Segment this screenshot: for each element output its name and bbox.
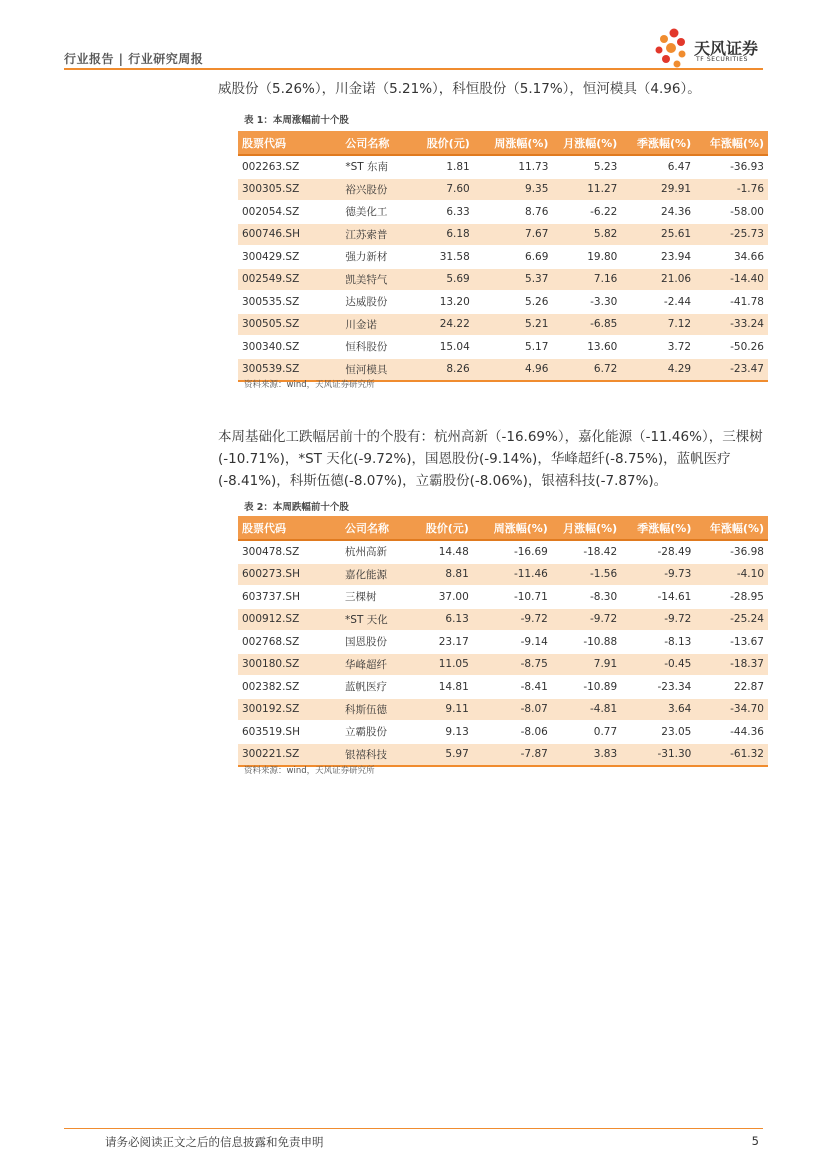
quarter-change-cell: 4.29 <box>621 358 695 381</box>
top-gainers-table <box>238 131 768 382</box>
quarter-change-cell: -8.13 <box>621 631 695 654</box>
table-row <box>238 178 768 201</box>
month-change-cell: 5.23 <box>552 155 621 178</box>
logo-english-text: TF SECURITIES <box>696 56 748 63</box>
stock-code-cell: 600746.SH <box>238 223 341 246</box>
company-name-cell: 裕兴股份 <box>341 178 413 201</box>
table-row <box>238 586 768 609</box>
price-cell: 13.20 <box>413 291 474 314</box>
intro-paragraph-continued: 威股份（5.26%），川金诺（5.21%），科恒股份（5.17%），恒河模具（4.96）。 <box>218 81 701 97</box>
table1-header-cell: 周涨幅(%) <box>474 131 553 155</box>
price-cell: 15.04 <box>413 336 474 359</box>
table1-header-cell: 月涨幅(%) <box>552 131 621 155</box>
quarter-change-cell: 6.47 <box>621 155 695 178</box>
year-change-cell: -61.32 <box>695 743 768 766</box>
table1-header-row <box>238 131 768 155</box>
week-change-cell: 5.26 <box>474 291 553 314</box>
stock-code-cell: 002768.SZ <box>238 631 341 654</box>
table-row <box>238 223 768 246</box>
week-change-cell: -16.69 <box>473 540 552 563</box>
table1-header-cell: 公司名称 <box>341 131 413 155</box>
price-cell: 14.48 <box>412 540 473 563</box>
table-row <box>238 676 768 699</box>
quarter-change-cell: -14.61 <box>621 586 695 609</box>
disclaimer-text: 请务必阅读正文之后的信息披露和免责申明 <box>105 1135 324 1149</box>
week-change-cell: -8.75 <box>473 653 552 676</box>
quarter-change-cell: 3.72 <box>621 336 695 359</box>
header-divider <box>64 68 763 70</box>
stock-code-cell: 002549.SZ <box>238 268 341 291</box>
quarter-change-cell: 23.05 <box>621 721 695 744</box>
table1-caption: 表 1：本周涨幅前十个股 <box>244 115 349 126</box>
stock-code-cell: 300340.SZ <box>238 336 341 359</box>
stock-code-cell: 300429.SZ <box>238 246 341 269</box>
company-name-cell: 凯美特气 <box>341 268 413 291</box>
month-change-cell: -3.30 <box>552 291 621 314</box>
stock-code-cell: 002382.SZ <box>238 676 341 699</box>
decliners-paragraph: 本周基础化工跌幅居前十的个股有：杭州高新（-16.69%），嘉化能源（-11.46%），三棵树(-10.71%)，*ST 天化(-9.72%)，国恩股份(-9.14%)，华峰超纤(-8.75%)，蓝帆医疗(-8.41%)，科斯伍德(-8.07%)，立霸股份(-8.06%)，银禧科技(-7.87%)。 <box>218 429 763 489</box>
price-cell: 8.81 <box>412 563 473 586</box>
month-change-cell: -9.72 <box>552 608 621 631</box>
week-change-cell: 9.35 <box>474 178 553 201</box>
month-change-cell: 7.91 <box>552 653 621 676</box>
table2-header-cell: 股价(元) <box>412 516 473 540</box>
price-cell: 6.33 <box>413 201 474 224</box>
year-change-cell: -33.24 <box>695 313 768 336</box>
stock-code-cell: 300505.SZ <box>238 313 341 336</box>
month-change-cell: -8.30 <box>552 586 621 609</box>
week-change-cell: -9.14 <box>473 631 552 654</box>
stock-code-cell: 300221.SZ <box>238 743 341 766</box>
week-change-cell: 6.69 <box>474 246 553 269</box>
price-cell: 24.22 <box>413 313 474 336</box>
company-name-cell: 嘉化能源 <box>341 563 412 586</box>
table-row <box>238 201 768 224</box>
month-change-cell: 6.72 <box>552 358 621 381</box>
month-change-cell: 3.83 <box>552 743 621 766</box>
month-change-cell: 11.27 <box>552 178 621 201</box>
year-change-cell: -4.10 <box>695 563 768 586</box>
week-change-cell: 8.76 <box>474 201 553 224</box>
quarter-change-cell: 3.64 <box>621 698 695 721</box>
table-row <box>238 336 768 359</box>
price-cell: 37.00 <box>412 586 473 609</box>
year-change-cell: -23.47 <box>695 358 768 381</box>
price-cell: 9.13 <box>412 721 473 744</box>
week-change-cell: 11.73 <box>474 155 553 178</box>
company-name-cell: 蓝帆医疗 <box>341 676 412 699</box>
stock-code-cell: 300180.SZ <box>238 653 341 676</box>
month-change-cell: 13.60 <box>552 336 621 359</box>
table2-header-row <box>238 516 768 540</box>
week-change-cell: -8.07 <box>473 698 552 721</box>
company-name-cell: 恒河模具 <box>341 358 413 381</box>
year-change-cell: -50.26 <box>695 336 768 359</box>
year-change-cell: -1.76 <box>695 178 768 201</box>
table2-header-cell: 周涨幅(%) <box>473 516 552 540</box>
year-change-cell: -13.67 <box>695 631 768 654</box>
year-change-cell: -18.37 <box>695 653 768 676</box>
year-change-cell: -44.36 <box>695 721 768 744</box>
table-row <box>238 743 768 766</box>
table-row <box>238 631 768 654</box>
quarter-change-cell: 23.94 <box>621 246 695 269</box>
quarter-change-cell: -23.34 <box>621 676 695 699</box>
company-name-cell: 华峰超纤 <box>341 653 412 676</box>
company-name-cell: 江苏索普 <box>341 223 413 246</box>
year-change-cell: -25.73 <box>695 223 768 246</box>
stock-code-cell: 603737.SH <box>238 586 341 609</box>
table-row <box>238 268 768 291</box>
month-change-cell: -6.85 <box>552 313 621 336</box>
year-change-cell: -36.98 <box>695 540 768 563</box>
table2-header-cell: 年涨幅(%) <box>695 516 768 540</box>
logo-chinese-text: 天风证券 <box>694 39 759 58</box>
year-change-cell: 22.87 <box>695 676 768 699</box>
company-name-cell: *ST 天化 <box>341 608 412 631</box>
table2-source: 资料来源：wind，天风证券研究所 <box>244 766 375 776</box>
company-name-cell: 国恩股份 <box>341 631 412 654</box>
week-change-cell: 5.21 <box>474 313 553 336</box>
year-change-cell: -25.24 <box>695 608 768 631</box>
week-change-cell: 5.17 <box>474 336 553 359</box>
table1-header-cell: 股价(元) <box>413 131 474 155</box>
week-change-cell: 5.37 <box>474 268 553 291</box>
table-row <box>238 155 768 178</box>
table-row <box>238 246 768 269</box>
table-row <box>238 313 768 336</box>
stock-code-cell: 300305.SZ <box>238 178 341 201</box>
company-name-cell: 科斯伍德 <box>341 698 412 721</box>
quarter-change-cell: -9.73 <box>621 563 695 586</box>
report-category: 行业报告 | 行业研究周报 <box>64 52 204 66</box>
month-change-cell: 5.82 <box>552 223 621 246</box>
price-cell: 8.26 <box>413 358 474 381</box>
stock-code-cell: 600273.SH <box>238 563 341 586</box>
month-change-cell: -10.88 <box>552 631 621 654</box>
quarter-change-cell: -9.72 <box>621 608 695 631</box>
footer-divider <box>64 1128 763 1129</box>
table-row <box>238 721 768 744</box>
table1-header-cell: 股票代码 <box>238 131 341 155</box>
year-change-cell: 34.66 <box>695 246 768 269</box>
price-cell: 23.17 <box>412 631 473 654</box>
stock-code-cell: 300478.SZ <box>238 540 341 563</box>
top-decliners-table <box>238 516 768 767</box>
month-change-cell: -1.56 <box>552 563 621 586</box>
week-change-cell: -11.46 <box>473 563 552 586</box>
week-change-cell: 4.96 <box>474 358 553 381</box>
week-change-cell: -10.71 <box>473 586 552 609</box>
stock-code-cell: 002054.SZ <box>238 201 341 224</box>
company-name-cell: 德美化工 <box>341 201 413 224</box>
company-name-cell: *ST 东南 <box>341 155 413 178</box>
price-cell: 1.81 <box>413 155 474 178</box>
table2-header-cell: 股票代码 <box>238 516 341 540</box>
week-change-cell: -7.87 <box>473 743 552 766</box>
quarter-change-cell: -28.49 <box>621 540 695 563</box>
week-change-cell: -8.41 <box>473 676 552 699</box>
page-number: 5 <box>751 1134 759 1148</box>
price-cell: 7.60 <box>413 178 474 201</box>
company-name-cell: 立霸股份 <box>341 721 412 744</box>
table2-header-cell: 公司名称 <box>341 516 412 540</box>
table1-body <box>238 155 768 381</box>
table-row <box>238 698 768 721</box>
stock-code-cell: 300535.SZ <box>238 291 341 314</box>
table-row <box>238 608 768 631</box>
price-cell: 9.11 <box>412 698 473 721</box>
company-name-cell: 银禧科技 <box>341 743 412 766</box>
week-change-cell: -9.72 <box>473 608 552 631</box>
quarter-change-cell: 21.06 <box>621 268 695 291</box>
month-change-cell: -10.89 <box>552 676 621 699</box>
month-change-cell: 7.16 <box>552 268 621 291</box>
stock-code-cell: 603519.SH <box>238 721 341 744</box>
year-change-cell: -14.40 <box>695 268 768 291</box>
quarter-change-cell: 7.12 <box>621 313 695 336</box>
price-cell: 6.13 <box>412 608 473 631</box>
quarter-change-cell: 25.61 <box>621 223 695 246</box>
price-cell: 5.69 <box>413 268 474 291</box>
month-change-cell: -18.42 <box>552 540 621 563</box>
tf-logo-icon <box>652 26 690 70</box>
table2-header-cell: 月涨幅(%) <box>552 516 621 540</box>
table-row <box>238 291 768 314</box>
quarter-change-cell: -0.45 <box>621 653 695 676</box>
table1-header-cell: 年涨幅(%) <box>695 131 768 155</box>
price-cell: 11.05 <box>412 653 473 676</box>
price-cell: 6.18 <box>413 223 474 246</box>
year-change-cell: -58.00 <box>695 201 768 224</box>
table1-header-cell: 季涨幅(%) <box>621 131 695 155</box>
year-change-cell: -41.78 <box>695 291 768 314</box>
stock-code-cell: 000912.SZ <box>238 608 341 631</box>
company-logo <box>652 26 767 70</box>
quarter-change-cell: -31.30 <box>621 743 695 766</box>
company-name-cell: 川金诺 <box>341 313 413 336</box>
table-row <box>238 540 768 563</box>
stock-code-cell: 300539.SZ <box>238 358 341 381</box>
quarter-change-cell: 29.91 <box>621 178 695 201</box>
company-name-cell: 三棵树 <box>341 586 412 609</box>
table1-source: 资料来源：wind，天风证券研究所 <box>244 380 375 390</box>
table2-caption: 表 2：本周跌幅前十个股 <box>244 502 349 513</box>
week-change-cell: 7.67 <box>474 223 553 246</box>
table-row <box>238 563 768 586</box>
price-cell: 5.97 <box>412 743 473 766</box>
week-change-cell: -8.06 <box>473 721 552 744</box>
year-change-cell: -34.70 <box>695 698 768 721</box>
table-row <box>238 653 768 676</box>
table2-body <box>238 540 768 766</box>
table2-header-cell: 季涨幅(%) <box>621 516 695 540</box>
quarter-change-cell: 24.36 <box>621 201 695 224</box>
month-change-cell: -6.22 <box>552 201 621 224</box>
quarter-change-cell: -2.44 <box>621 291 695 314</box>
month-change-cell: 19.80 <box>552 246 621 269</box>
price-cell: 14.81 <box>412 676 473 699</box>
company-name-cell: 恒科股份 <box>341 336 413 359</box>
company-name-cell: 强力新材 <box>341 246 413 269</box>
month-change-cell: 0.77 <box>552 721 621 744</box>
stock-code-cell: 300192.SZ <box>238 698 341 721</box>
price-cell: 31.58 <box>413 246 474 269</box>
month-change-cell: -4.81 <box>552 698 621 721</box>
stock-code-cell: 002263.SZ <box>238 155 341 178</box>
year-change-cell: -36.93 <box>695 155 768 178</box>
company-name-cell: 杭州高新 <box>341 540 412 563</box>
company-name-cell: 达威股份 <box>341 291 413 314</box>
year-change-cell: -28.95 <box>695 586 768 609</box>
